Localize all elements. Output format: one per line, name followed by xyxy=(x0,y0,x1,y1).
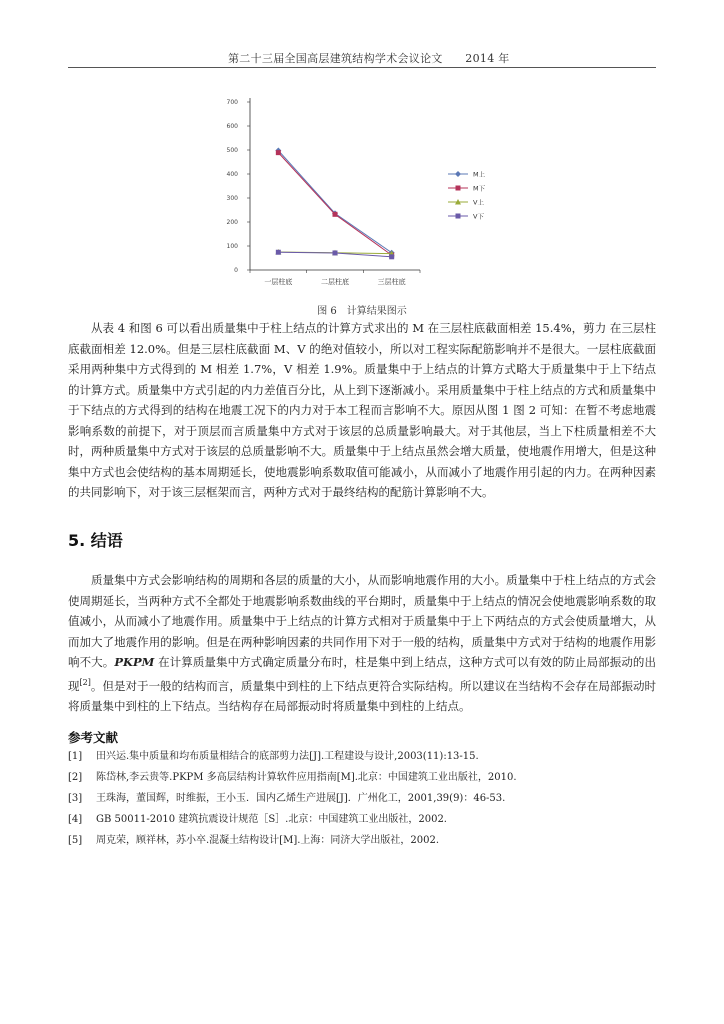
data-point xyxy=(455,171,461,177)
reference-item xyxy=(68,788,668,809)
data-point xyxy=(276,150,281,155)
x-tick-label: 一层柱底 xyxy=(264,278,293,286)
analysis-paragraph: 从表 4 和图 6 可以看出质量集中于柱上结点的计算方式求出的 M 在三层柱底截面相差 15.4%，剪力 在三层柱底截面相差 12.0%。但是三层柱底截面 M、V 的绝对值较小，所以对工程实际配筋影响并不是很大。一层柱底截面采用两种集中方式得到的 M 相差 1.7%，V 相差 1.9%。质量集中于上结点的计算方式略大于质量集中于上下结点的计算方式。质量集中方式引起的内力差值百分比，从上到下逐渐减小。采用质量集中于柱上结点的方式和质量集中于下结点的方式得到的结构在地震工况下的内力对于本工程而言影响不大。原因从图 1 图 2 可知：在暂不考虑地震影响系数的前提下，对于顶层而言质量集中方式对于该层的总质量影响最大。对于其他层，当上下柱质量相差不大时，两种质量集中方式对于该层的总质量影响不大。质量集中于上结点虽然会增大质量，使地震作用增大，但是这种集中方式也会使结构的基本周期延长，使地震影响系数取值可能减小，从而减小了地震作用引起的内力。在两种因素的共同影响下，对于该三层框架而言，两种方式对于最终结构的配筋计算影响不大。 xyxy=(68,321,656,499)
reference-number: [4] xyxy=(68,814,83,825)
conclusion-text-3: 。但是对于一般的结构而言，质量集中到柱的上下结点更符合实际结构。所以建议在当结构不会存在局部振动时将质量集中到柱的上下结点。当结构存在局部振动时将质量集中到柱的上结点。 xyxy=(68,678,657,713)
y-tick-label: 100 xyxy=(226,243,238,250)
results-chart xyxy=(220,92,510,298)
reference-number: [2] xyxy=(68,772,83,783)
data-point xyxy=(276,250,281,255)
reference-text: 田兴运.集中质量和均布质量相结合的底部剪力法[J].工程建设与设计,2003(11):13-15. xyxy=(96,751,479,762)
references-title: 参考文献 xyxy=(68,730,119,745)
pkpm-term: PKPM xyxy=(114,655,155,669)
reference-text: 周克荣，顾祥林，苏小卒.混凝土结构设计[M].上海：同济大学出版社，2002. xyxy=(96,835,440,846)
legend-label: V下 xyxy=(473,212,484,221)
citation: [2] xyxy=(79,677,91,687)
conclusion-text-1: 质量集中方式会影响结构的周期和各层的质量的大小，从而影响地震作用的大小。质量集中于柱上结点的方式会使周期延长，当两种方式不全都处于地震影响系数曲线的平台期时，质量集中于上结点的情况会使地震影响系数的取值减小，从而减小了地震作用。质量集中于上结点的计算方式相对于质量集中于上下两结点的方式会使质量增大，从而加大了地震作用的影响。但是在两种影响因素的共同作用下对于一般的结构，质量集中方式对于结构的地震作用影响不大。 xyxy=(68,573,656,669)
y-tick-label: 200 xyxy=(226,219,238,226)
series-line xyxy=(278,150,391,252)
data-point xyxy=(456,186,461,191)
data-point xyxy=(333,212,338,217)
reference-item xyxy=(68,746,668,767)
legend-label: V上 xyxy=(473,198,484,207)
reference-text: 王珠海，董国辉，时维振，王小玉．国内乙烯生产进展[J]．广州化工，2001,39(9)：46-53. xyxy=(96,793,506,804)
x-tick-label: 三层柱底 xyxy=(377,278,406,286)
reference-number: [1] xyxy=(68,751,83,762)
data-point xyxy=(389,254,394,259)
reference-text: 陈岱林,李云贵等.PKPM 多高层结构计算软件应用指南[M].北京：中国建筑工业出版社，2010. xyxy=(96,772,517,783)
reference-number: [5] xyxy=(68,835,83,846)
reference-text: GB 50011-2010 建筑抗震设计规范［S］.北京：中国建筑工业出版社，2002. xyxy=(96,814,447,825)
reference-item xyxy=(68,809,668,830)
reference-list xyxy=(68,746,668,851)
data-point xyxy=(333,250,338,255)
conclusion-text-2: 在计算质量集中方式确定质量分布时，柱是集中到上结点，这种方式可以有效的防止局部振动的出现 xyxy=(68,655,656,693)
page-header xyxy=(68,47,656,68)
y-tick-label: 0 xyxy=(234,267,238,274)
legend-label: M下 xyxy=(473,184,486,193)
y-tick-label: 400 xyxy=(226,171,238,178)
conclusion-paragraph xyxy=(68,570,656,716)
y-tick-label: 300 xyxy=(226,195,238,202)
reference-item xyxy=(68,767,668,788)
legend-label: M上 xyxy=(473,170,486,179)
x-tick-label: 二层柱底 xyxy=(321,278,349,286)
reference-number: [3] xyxy=(68,793,83,804)
y-tick-label: 600 xyxy=(226,123,238,130)
reference-item xyxy=(68,830,668,851)
data-point xyxy=(456,214,461,219)
section-title: 5. 结语 xyxy=(68,531,123,550)
y-tick-label: 700 xyxy=(226,99,238,106)
series-line xyxy=(278,153,391,255)
figure-caption: 图 6 计算结果图示 xyxy=(317,306,407,317)
y-tick-label: 500 xyxy=(226,147,238,154)
header-text: 第二十三届全国高层建筑结构学术会议论文 2014 年 xyxy=(228,52,510,65)
